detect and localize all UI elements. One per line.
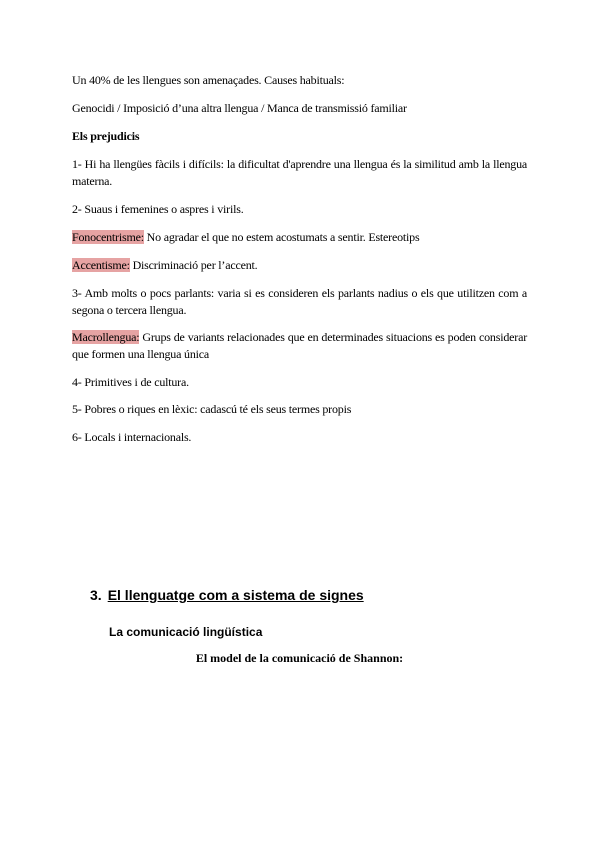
- heading-prejudicis: Els prejudicis: [72, 129, 140, 143]
- paragraph-prejudice-5: 5- Pobres o riques en lèxic: cadascú té els seus termes propis: [72, 402, 352, 416]
- paragraph-prejudice-1: 1- Hi ha llengües fàcils i difícils: la dificultat d'aprendre una llengua és la similitud amb la llengua materna.: [72, 157, 527, 188]
- paragraph-fonocentrisme: [72, 229, 527, 246]
- paragraph-prejudice-6: 6- Locals i internacionals.: [72, 430, 192, 444]
- definition-macrollengua: Grups de variants relacionades que en determinades situacions es poden considerar que formen una llengua única: [72, 330, 527, 361]
- paragraph-accentisme: [72, 257, 527, 274]
- definition-accentisme: Discriminació per l’accent.: [129, 258, 258, 272]
- subsection-heading: La comunicació lingüística: [109, 625, 263, 639]
- paragraph-prejudice-3: 3- Amb molts o pocs parlants: varia si es consideren els parlants nadius o els que utilitzen com a segona o tercera llengua.: [72, 286, 527, 317]
- section-number: 3.: [90, 587, 102, 603]
- shannon-model-heading: El model de la comunicació de Shannon:: [195, 651, 404, 665]
- section-heading: [90, 586, 364, 604]
- section-title: El llenguatge com a sistema de signes: [107, 587, 364, 603]
- paragraph-causes: Genocidi / Imposició d’una altra llengua / Manca de transmissió familiar: [72, 101, 407, 115]
- paragraph-prejudice-2: 2- Suaus i femenines o aspres i virils.: [72, 202, 244, 216]
- term-macrollengua: Macrollengua:: [72, 330, 140, 344]
- paragraph-prejudice-4: 4- Primitives i de cultura.: [72, 375, 189, 389]
- paragraph-threatened-languages: Un 40% de les llengues son amenaçades. Causes habituals:: [72, 73, 345, 87]
- paragraph-macrollengua: [72, 329, 527, 363]
- definition-fonocentrisme: No agradar el que no estem acostumats a sentir. Estereotips: [143, 230, 420, 244]
- term-fonocentrisme: Fonocentrisme:: [72, 230, 144, 244]
- term-accentisme: Accentisme:: [72, 258, 130, 272]
